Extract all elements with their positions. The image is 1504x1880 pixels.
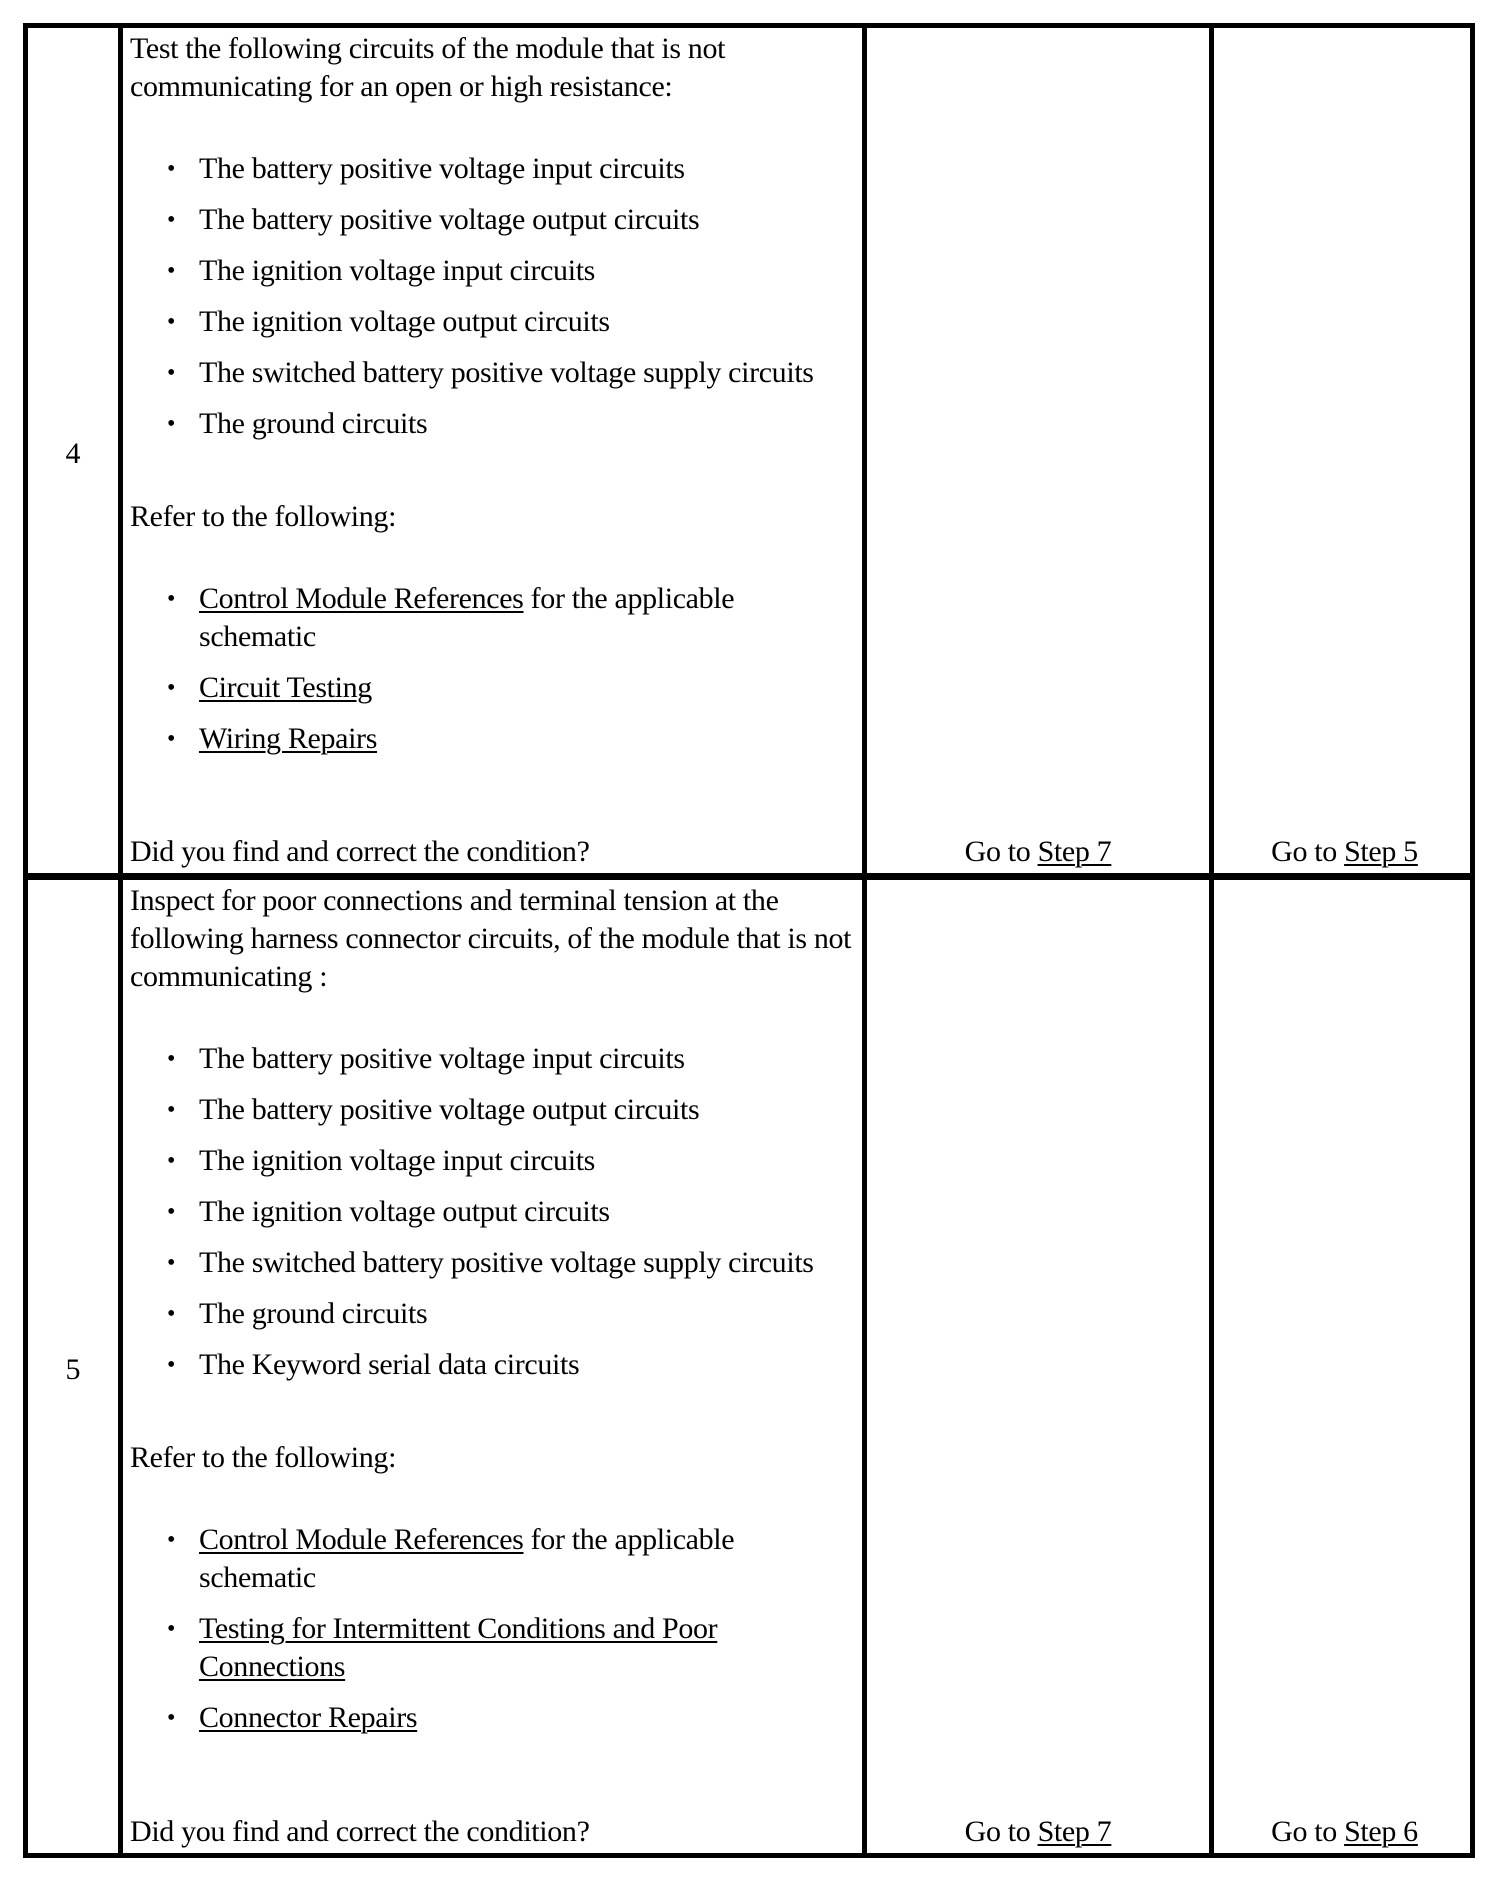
connector-repairs-link[interactable]: Connector Repairs [199, 1701, 418, 1734]
bullet-icon: • [167, 1527, 176, 1553]
control-module-references-link[interactable]: Control Module References [199, 1523, 524, 1556]
bullet-icon: • [167, 1352, 176, 1378]
step-action-cell [123, 880, 862, 1853]
list-item: • The ignition voltage output circuits [130, 1193, 854, 1231]
bullet-icon: • [167, 1199, 176, 1225]
list-item: • Control Module References for the applicable schematic [167, 582, 735, 653]
no-action: Go to Step 5 [1271, 835, 1418, 868]
column-divider [862, 28, 867, 1853]
bullet-icon: • [167, 1301, 176, 1327]
list-item: • The battery positive voltage input circuits [130, 150, 854, 188]
yes-cell [867, 880, 1209, 1853]
list-item: • The switched battery positive voltage supply circuits [130, 354, 854, 392]
bullet-icon: • [167, 675, 176, 701]
go-to-step-5-link[interactable]: Step 5 [1344, 835, 1418, 868]
step-action-cell [123, 28, 862, 873]
no-cell [1214, 28, 1475, 873]
list-item: • The battery positive voltage output circuits [130, 1091, 854, 1129]
step-row [28, 880, 1470, 1853]
diagnostic-steps-table [23, 23, 1475, 1858]
list-item: • The ignition voltage input circuits [130, 1142, 854, 1180]
list-item: • The battery positive voltage output circuits [130, 201, 854, 239]
circuit-list [130, 150, 854, 443]
go-to-step-7-link[interactable]: Step 7 [1037, 1815, 1112, 1848]
step-question: Did you find and correct the condition? [130, 835, 590, 868]
list-item: • The ignition voltage output circuits [130, 303, 854, 341]
list-item: • The switched battery positive voltage supply circuits [130, 1244, 854, 1282]
yes-action: Go to Step 7 [964, 835, 1112, 868]
column-divider [118, 28, 123, 1853]
circuit-testing-link[interactable]: Circuit Testing [199, 671, 372, 704]
bullet-icon: • [167, 1250, 176, 1276]
refer-label: Refer to the following: [130, 1441, 397, 1474]
bullet-icon: • [167, 586, 176, 612]
bullet-icon: • [167, 156, 176, 182]
column-divider [1209, 28, 1214, 1853]
step-number-cell [28, 28, 118, 873]
wiring-repairs-link[interactable]: Wiring Repairs [199, 722, 378, 755]
refer-label: Refer to the following: [130, 500, 397, 533]
step-instruction: Test the following circuits of the module that is not communicating for an open or high resistance: [130, 32, 726, 103]
step-question: Did you find and correct the condition? [130, 1815, 590, 1848]
list-item: • The battery positive voltage input circuits [130, 1040, 854, 1078]
step-row [28, 28, 1470, 873]
reference-list [130, 1521, 854, 1737]
bullet-icon: • [167, 1097, 176, 1123]
list-item [130, 1699, 854, 1737]
list-item: • The ground circuits [130, 1295, 854, 1333]
row-divider [28, 873, 1470, 880]
bullet-icon: • [167, 411, 176, 437]
control-module-references-link[interactable]: Control Module References [199, 582, 524, 615]
list-item: • The ignition voltage input circuits [130, 252, 854, 290]
go-to-step-7-link[interactable]: Step 7 [1037, 835, 1112, 868]
list-item [130, 1610, 854, 1686]
bullet-icon: • [167, 1705, 176, 1731]
no-action: Go to Step 6 [1271, 1815, 1418, 1848]
bullet-icon: • [167, 309, 176, 335]
go-to-step-6-link[interactable]: Step 6 [1344, 1815, 1418, 1848]
bullet-icon: • [167, 1148, 176, 1174]
list-item: • Control Module References for the applicable schematic [167, 1523, 735, 1594]
no-cell [1214, 880, 1475, 1853]
list-item: • The ground circuits [130, 405, 854, 443]
bullet-icon: • [167, 207, 176, 233]
step-number-cell [28, 880, 118, 1853]
intermittent-conditions-link[interactable]: Testing for Intermittent Conditions and Poor Connections [199, 1612, 718, 1683]
bullet-icon: • [167, 1046, 176, 1072]
circuit-list [130, 1040, 854, 1384]
reference-list [130, 580, 854, 758]
list-item: • The Keyword serial data circuits [130, 1346, 854, 1384]
step-instruction: Inspect for poor connections and terminal tension at the following harness connector circuits, of the module that is not communicating : [130, 884, 852, 993]
yes-cell [867, 28, 1209, 873]
step-number: 5 [65, 1352, 81, 1386]
step-number: 4 [65, 436, 81, 470]
bullet-icon: • [167, 726, 176, 752]
list-item [130, 720, 854, 758]
list-item [130, 669, 854, 707]
yes-action: Go to Step 7 [964, 1815, 1112, 1848]
bullet-icon: • [167, 360, 176, 386]
bullet-icon: • [167, 1616, 176, 1642]
bullet-icon: • [167, 258, 176, 284]
